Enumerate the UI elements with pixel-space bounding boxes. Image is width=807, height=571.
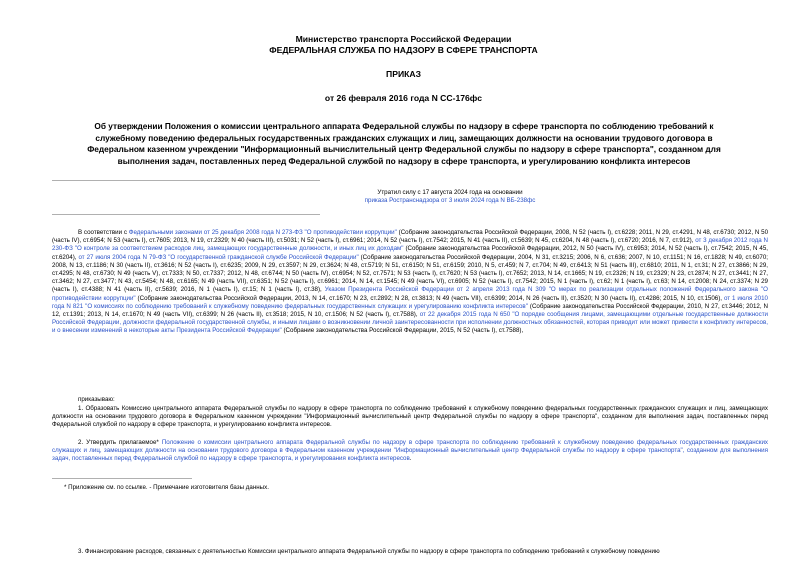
order-word: приказываю:: [78, 396, 115, 403]
item-2: 2. Утвердить прилагаемое* Положение о комиссии центрального аппарата Федеральной службы по надзору в сфере транспорта по соблюдению требований к служебному поведению федеральных государственных гражданских служащих и лиц, замещающих должности на основании трудового договора в Федеральном казенном учреждении "Информационный вычислительный центр Федеральной службы по надзору в сфере транспорта", созданном для выполнения задач, поставленных перед Федеральной службой по надзору в сфере транспорта, и урегулирования конфликта интересов.: [52, 439, 768, 463]
item-3: 3. Финансирование расходов, связанных с деятельностью Комиссии центрального аппарата Федеральной службы по надзору в сфере транспорта по соблюдению требований к служебному поведению: [78, 548, 660, 555]
link-law-79[interactable]: от 27 июля 2004 года N 79-ФЗ "О государственной гражданской службе Российской Федерации": [78, 253, 359, 261]
doc-type: ПРИКАЗ: [386, 69, 421, 79]
link-decree-650[interactable]: от 22 декабря 2015 года N 650 "О порядке сообщения лицами, замещающими отдельные государственные должности Российской Федерации, должности федеральной государственной службы, и иными лицами о возникновении личной заинтересованности при исполнении должностных обязанностей, которая приводит или может привести к конфликту интересов, и о внесении изменений в некоторые акты Президента Российской Федерации": [52, 311, 768, 335]
status-link[interactable]: приказа Ространснадзора от 3 июля 2024 года N ВБ-238фс: [364, 197, 536, 204]
item-1: 1. Образовать Комиссию центрального аппарата Федеральной службы по надзору в сфере транспорта по соблюдению требований к служебному поведению федеральных государственных гражданских служащих и лиц, замещающих должности на основании трудового договора в Федеральном казенном учреждении "Информационный вычислительный центр Федеральной службы по надзору в сфере транспорта", созданном для выполнения задач, поставленных перед Федеральной службой по надзору в сфере транспорта, и урегулированию конфликта интересов.: [52, 405, 768, 429]
service-name: ФЕДЕРАЛЬНАЯ СЛУЖБА ПО НАДЗОРУ В СФЕРЕ ТРАНСПОРТА: [269, 45, 538, 55]
link-law-273[interactable]: Федеральными законами от 25 декабря 2008 года N 273-ФЗ "О противодействии коррупции": [128, 229, 397, 236]
status-note: Утратил силу с 17 августа 2024 года на основании: [377, 189, 523, 196]
ministry-name: Министерство транспорта Российской Федерации: [295, 34, 512, 44]
link-decree-821[interactable]: от 1 июля 2010 года N 821 "О комиссиях по соблюдению требований к служебному поведению федеральных государственных служащих и урегулированию конфликта интересов": [52, 294, 768, 310]
preamble-paragraph: В соответствии с Федеральными законами от 25 декабря 2008 года N 273-ФЗ "О противодействии коррупции" (Собрание законодательства Российской Федерации, 2008, N 52 (часть I), ст.6228; 2011, N 29, ст.4291, N 48, ст.6730; 2012, N 50 (часть IV), ст.6954; N 53 (часть I), ст.7605; 2013, N 19, ст.2329; N 40 (часть III), ст.5031; N 52 (часть I), ст.6961; 2014, N 52 (часть I), ст.7542; 2015, N 41 (часть II), ст.5639; N 45, ст.6204, N 48 (часть I), ст.6720; 2016, N 7, ст.912), от 3 декабря 2012 года N 230-ФЗ "О контроле за соответствием расходов лиц, замещающих государственные должности, и иных лиц их доходам" (Собрание законодательства Российской Федерации, 2012, N 50 (часть IV), ст.6953; 2014, N 52 (часть I), ст.7542; 2015, N 45, ст.6204), от 27 июля 2004 года N 79-ФЗ "О государственной гражданской службе Российской Федерации" (Собрание законодательства Российской Федерации, 2004, N 31, ст.3215; 2006, N 6, ст.636; 2007, N 10, ст.1151; N 16, ст.1828; N 49, ст.6070; 2008, N 13, ст.1186; N 30 (часть II), ст.3616; N 52 (часть I), ст.6235; 2009, N 29, ст.3597; N 29, ст.3624; N 48, ст.5719; N 51, ст.6150; N 51, ст.6159; 2010, N 5, ст.459; N 7, ст.704; N 49, ст.6413; N 51 (часть III), ст.6810; 2011, N 1, ст.31; N 27, ст.3866; N 29, ст.4295; N 48, ст.6730; N 49 (часть V), ст.7333; N 50, ст.7337; 2012, N 48, ст.6744; N 50 (часть IV), ст.6954; N 52, ст.7571; N 53 (часть I), ст.7620; N 53 (часть I), ст.7652; 2013, N 14, ст.1665; N 19, ст.2326; N 19, ст.2329; N 23, ст.2874; N 27, ст.3441; N 27, ст.3462; N 27, ст.3477; N 43, ст.5454; N 48, ст.6165; N 49 (часть VII), ст.6351; N 52 (часть I), ст.6961; 2014, N 14, ст.1545; N 49 (часть VI), ст.6905; N 52 (часть I), ст.7542; 2015, N 1 (часть I), ст.62; N 1 (часть I), ст.63; N 14, ст.2008; N 24, ст.3374; N 29 (часть I), ст.4388; N 41 (часть II), ст.5639; 2016, N 1 (часть I), ст.15; N 1 (часть I), ст.38), Указом Президента Российской Федерации от 2 апреля 2013 года N 309 "О мерах по реализации отдельных положений Федерального закона "О противодействии коррупции" (Собрание законодательства Российской Федерации, 2013, N 14, ст.1670; N 23, ст.2892; N 28, ст.3813; N 49 (часть VII), ст.6399; 2014, N 26 (часть II), ст.3520; N 30 (часть II), ст.4286; 2015, N 10, ст.1506), от 1 июля 2010 года N 821 "О комиссиях по соблюдению требований к служебному поведению федеральных государственных служащих и урегулированию конфликта интересов" (Собрание законодательства Российской Федерации, 2010, N 27, ст.3446; 2012, N 12, ст.1391; 2013, N 14, ст.1670; N 49 (часть VII), ст.6399; N 26 (часть II), ст.3518; 2015, N 10, ст.1506; N 52 (часть I), ст.7588), от 22 декабря 2015 года N 650 "О порядке сообщения лицами, замещающими отдельные государственные должности Российской Федерации, должности федеральной государственной службы, и иными лицами о возникновении личной заинтересованности при исполнении должностных обязанностей, которая приводит или может привести к конфликту интересов, и о внесении изменений в некоторые акты Президента Российской Федерации" (Собрание законодательства Российской Федерации, 2015, N 52 (часть I), ст.7588),: [52, 229, 769, 335]
link-decree-309[interactable]: Указом Президента Российской Федерации от 2 апреля 2013 года N 309 "О мерах по реализации отдельных положений Федерального закона "О противодействии коррупции": [52, 286, 768, 302]
footnote: * Приложение см. по ссылке. - Примечание изготовителя базы данных.: [64, 484, 269, 491]
link-law-230[interactable]: от 3 декабря 2012 года N 230-ФЗ "О контроле за соответствием расходов лиц, замещающих государственные должности, и иных лиц их доходам": [52, 237, 768, 253]
separator-bottom: [52, 214, 320, 215]
doc-title: Об утверждении Положения о комиссии центрального аппарата Федеральной службы по надзору в сфере транспорта по соблюдению требований к служебному поведению федеральных государственных гражданских служащих и лиц, замещающих должности на основании трудового договора в Федеральном казенном учреждении "Информационный вычислительный центр Федеральной службы по надзору в сфере транспорта", созданном для выполнения задач, поставленных перед Федеральной службой по надзору в сфере транспорта, и урегулированию конфликта интересов: [87, 121, 721, 166]
footnote-separator: [52, 478, 192, 479]
separator-top: [52, 180, 320, 181]
link-regulation[interactable]: Положение о комиссии центрального аппарата Федеральной службы по надзору в сфере транспорта по соблюдению требований к служебному поведению федеральных государственных гражданских служащих и лиц, замещающих должности на основании трудового договора в Федеральном казенном учреждении "Информационный вычислительный центр Федеральной службы по надзору в сфере транспорта", созданном для выполнения задач, поставленных перед Федеральной службой по надзору в сфере транспорта, и урегулирования конфликта интересов: [52, 439, 768, 463]
doc-date: от 26 февраля 2016 года N СС-176фс: [324, 93, 483, 103]
